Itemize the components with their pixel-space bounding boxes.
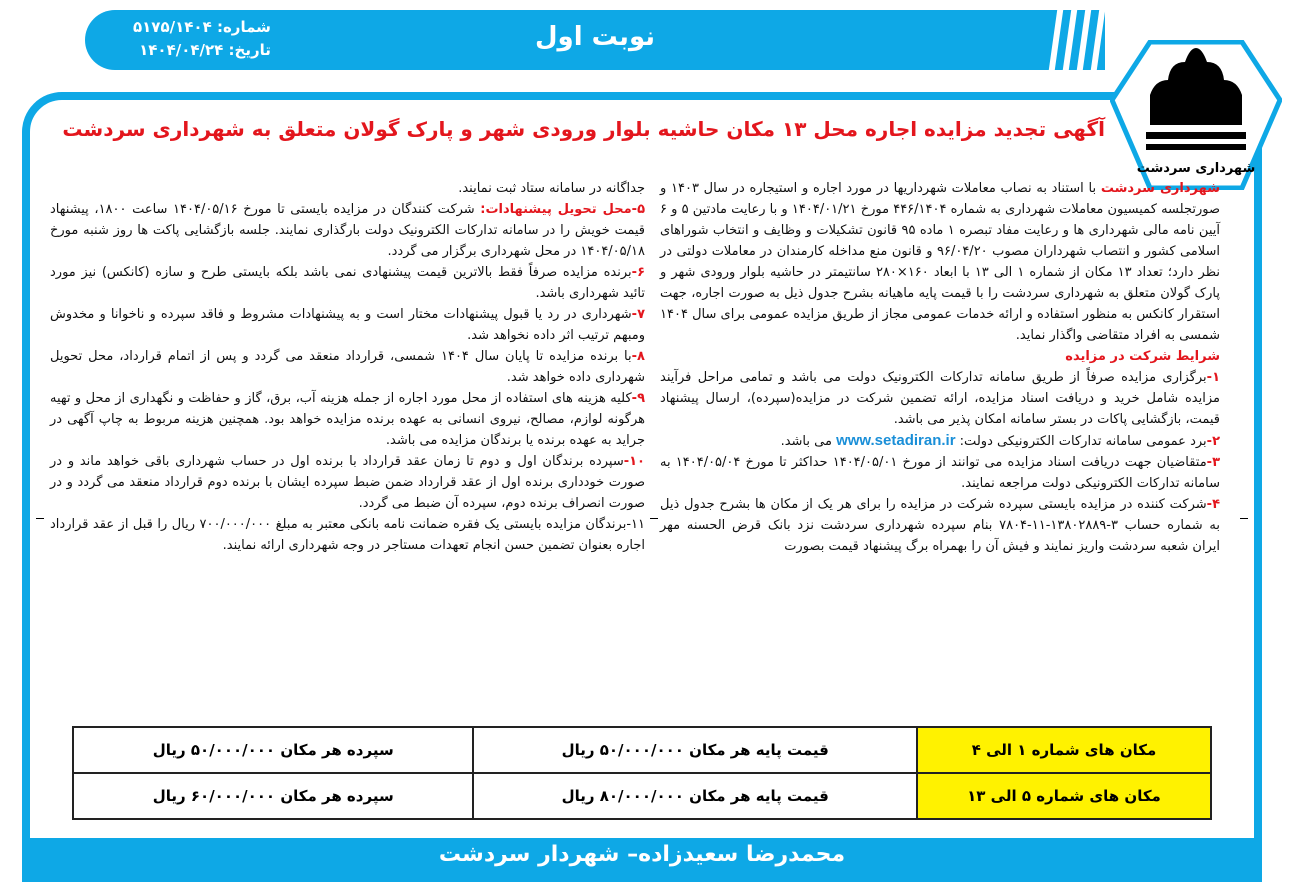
column-marker	[36, 518, 44, 519]
notice-title: آگهی تجدید مزایده اجاره محل ۱۳ مکان حاشیه بلوار ورودی شهر و پارک گولان متعلق به شهرداری سردشت	[62, 117, 1105, 141]
condition-8: ۸-با برنده مزایده تا پایان سال ۱۴۰۴ شمسی، قرارداد منعقد می گردد و پس از اتمام قرارداد، محل تحویل شهرداری داده خواهد شد.	[50, 349, 645, 385]
deposit-cell: سپرده هر مکان ۵۰/۰۰۰/۰۰۰ ریال	[73, 727, 473, 773]
table-row	[73, 727, 1211, 773]
condition-4: ۴-شرکت کننده در مزایده بایستی سپرده شرکت در مزایده را برای هر یک از مکان ها بشرح جدول ذیل به شماره حساب ۳-۱۳۸۰۲۸۸۹-۱۱-۷۸۰۴ بنام سپرده شهرداری سردشت نزد بانک قرض الحسنه مهر ایران شعبه سردشت واریز نمایند و فیش آن را بهمراه برگ پیشنهاد قیمت بصورت	[660, 497, 1220, 554]
places-cell: مکان های شماره ۱ الی ۴	[917, 727, 1211, 773]
notice-meta	[133, 16, 271, 62]
table-row	[73, 773, 1211, 819]
notice-number: شماره: ۵۱۷۵/۱۴۰۴	[133, 18, 271, 36]
column-marker	[1240, 518, 1248, 519]
condition-7: ۷-شهرداری در رد یا قبول پیشنهادات مختار است و به پیشنهادات مشروط و فاقد سپرده و ناخوانا و مخدوش ومبهم ترتیب اثر داده نخواهد شد.	[50, 307, 645, 343]
header-bar	[85, 10, 1105, 70]
condition-5: ۵-محل تحویل پیشنهادات: شرکت کنندگان در مزایده بایستی تا مورخ ۱۴۰۴/۰۵/۱۶ ساعت ۱۸۰۰، پیشنهاد قیمت خویش را در سامانه تدارکات الکترونیک دولت بارگذاری نمایند. جلسه بازگشایی پاکت ها روز شنبه مورخ ۱۴۰۴/۰۵/۱۸ در محل شهرداری برگزار می گردد.	[50, 202, 645, 259]
condition-4-continued: جداگانه در سامانه ستاد ثبت نمایند.	[458, 181, 645, 196]
condition-2: ۲-برد عمومی سامانه تدارکات الکترونیکی دولت: www.setadiran.ir می باشد.	[780, 432, 1220, 449]
condition-6: ۶-برنده مزایده صرفاً فقط بالاترین قیمت پیشنهادی نمی باشد بلکه بایستی طرح و سازه (کانکس) نیز مورد تائید شهرداری باشد.	[50, 265, 645, 301]
signature-footer: محمدرضا سعیدزاده– شهردار سردشت	[22, 838, 1262, 878]
condition-10: ۱۰-سپرده برندگان اول و دوم تا زمان عقد قرارداد با برنده اول در حساب شهرداری باقی خواهد ماند و در صورت خودداری برنده اول از عقد قرارداد ضمن ضبط سپرده ایشان با برنده دوم قرارداد منعقد می گردد و در صورت انصراف برنده دوم، سپرده آن ضبط می گردد.	[50, 454, 645, 511]
edition-label: نوبت اول	[534, 22, 656, 52]
condition-11: ۱۱-برندگان مزایده بایستی یک فقره ضمانت نامه بانکی معتبر به مبلغ ۷۰۰/۰۰۰/۰۰۰ ریال را قبل از عقد قرارداد اجاره بعنوان تضمین حسن انجام تعهدات مستاجر در وجه شهرداری ارائه نمایند.	[50, 517, 645, 553]
logo-text: شهرداری سردشت	[1136, 161, 1256, 176]
column-marker	[650, 518, 658, 519]
condition-1: ۱-برگزاری مزایده صرفاً از طریق سامانه تدارکات الکترونیک دولت می باشد و تمامی مراحل فرآیند مزایده شامل خرید و دریافت اسناد مزایده، ارائه تضمین شرکت در مزایده(سپرده)، ارسال پیشنهاد قیمت، بازگشایی پاکات در بستر سامانه امکان پذیر می باشد.	[660, 370, 1220, 427]
places-cell: مکان های شماره ۵ الی ۱۳	[917, 773, 1211, 819]
left-column	[50, 178, 645, 556]
notice-date: تاریخ: ۱۴۰۴/۰۴/۲۴	[139, 41, 271, 59]
setadiran-link[interactable]: www.setadiran.ir	[836, 432, 956, 449]
right-column	[660, 178, 1220, 557]
municipality-logo	[1110, 40, 1282, 190]
condition-9: ۹-کلیه هزینه های استفاده از محل مورد اجاره از جمله هزینه آب، برق، گاز و حفاظت و نگهداری از محل و تهیه هرگونه لوازم، مصالح، نیروی انسانی به عهده برنده مزایده خواهد بود. همچنین هزینه مربوط به چاپ آگهی در جراید به عهده برنده یا برندگان مزایده می باشد.	[50, 391, 645, 448]
intro-paragraph: شهرداری سردشت با استناد به نصاب معاملات شهرداریها در مورد اجاره و استیجاره در سال ۱۴۰۳ و صورتجلسه کمیسیون معاملات شهرداری به شماره ۴۴۶/۱۴۰۴ مورخ ۱۴۰۴/۰۱/۲۱ و با رعایت مادتین ۵ و ۶ آیین نامه مالی شهرداری ها و رعایت مفاد تبصره ۱ ماده ۹۵ قانون تشکیلات و وظایف و انتخاب شوراهای اسلامی کشور و انتصاب شهرداران مصوب ۹۶/۰۴/۲۰ و قانون منع مداخله کارمندان در معاملات دولتی در نظر دارد؛ تعداد ۱۳ مکان از شماره ۱ الی ۱۳ با ابعاد ۱۶۰×۲۸۰ سانتیمتر در حاشیه بلوار ورودی شهر و پارک گولان متعلق به شهرداری سردشت را با قیمت پایه ماهیانه بشرح جدول ذیل به صورت اجاره، جهت استقرار کانکس به منظور استفاده و ارائه خدمات عمومی مجاز از طریق مزایده عمومی برای سال ۱۴۰۴ شمسی به افراد متقاضی واگذار نماید.	[660, 181, 1220, 343]
pricing-table	[72, 726, 1212, 820]
header-stripes	[1031, 10, 1105, 70]
base-price-cell: قیمت پایه هر مکان ۸۰/۰۰۰/۰۰۰ ریال	[473, 773, 917, 819]
conditions-heading: شرایط شرکت در مزایده	[1065, 349, 1220, 364]
deposit-cell: سپرده هر مکان ۶۰/۰۰۰/۰۰۰ ریال	[73, 773, 473, 819]
condition-3: ۳-متقاضیان جهت دریافت اسناد مزایده می توانند از مورخ ۱۴۰۴/۰۵/۰۱ حداکثر تا مورخ ۱۴۰۴/۰۵/۰۴ به سامانه تدارکات الکترونیکی دولت مراجعه نمایند.	[660, 455, 1221, 491]
base-price-cell: قیمت پایه هر مکان ۵۰/۰۰۰/۰۰۰ ریال	[473, 727, 917, 773]
